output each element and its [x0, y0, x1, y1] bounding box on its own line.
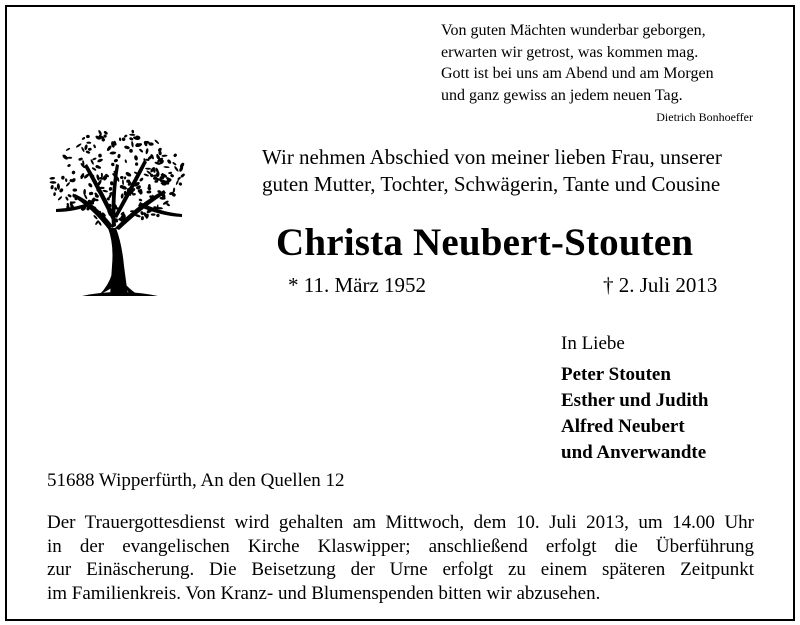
tree-leaf — [50, 185, 54, 190]
tree-leaf — [71, 170, 76, 175]
tree-leaf — [57, 196, 62, 201]
tree-leaf — [109, 187, 113, 191]
tree-leaf — [124, 145, 130, 150]
notice-line: im Familienkreis. Von Kranz- und Blumenspenden bitten wir abzusehen. — [47, 582, 601, 604]
tree-leaf — [103, 217, 105, 223]
tree-leaf — [167, 159, 172, 165]
tree-leaf — [109, 151, 116, 155]
tree-leaf — [65, 182, 70, 187]
tree-leaf — [141, 216, 144, 221]
tree-leaf — [174, 166, 180, 173]
tree-leaf — [67, 194, 72, 198]
tree-leaf — [65, 147, 70, 151]
tree-leaf — [173, 187, 176, 192]
mourner-name: Esther und Judith — [561, 390, 709, 411]
tree-leaf — [151, 213, 156, 215]
tree-leaf — [126, 180, 130, 183]
tree-leaf — [111, 163, 115, 167]
tree-leaf — [84, 144, 88, 150]
tree-leaf — [78, 157, 83, 161]
tree-leaf — [119, 137, 122, 141]
tree-leaf — [135, 162, 138, 165]
tree-leaf — [67, 163, 71, 167]
birth-date: * 11. März 1952 — [288, 273, 427, 297]
tree-leaf — [154, 139, 160, 145]
tree-leaf — [86, 135, 90, 138]
mourner-name: Alfred Neubert — [561, 416, 685, 437]
intro-text — [262, 144, 762, 197]
tree-leaf — [81, 146, 85, 152]
mourner-name: und Anverwandte — [561, 442, 707, 463]
tree-leaf — [177, 176, 181, 180]
tree-leaf — [163, 166, 169, 168]
funeral-notice — [47, 511, 754, 605]
tree-leaf — [97, 220, 102, 226]
tree-leaf — [83, 189, 86, 195]
tree-leaf — [138, 198, 142, 201]
tree-leaf — [178, 182, 183, 186]
tree-leaf — [53, 192, 56, 196]
tree-leaf — [124, 159, 127, 163]
tree-leaf — [67, 157, 72, 159]
tree-leaf — [84, 194, 88, 200]
tree-leaf — [156, 214, 160, 218]
tree-leaf — [88, 147, 92, 151]
intro-line: Wir nehmen Abschied von meiner lieben Frau, unserer — [262, 145, 722, 169]
tree-leaf — [131, 141, 134, 148]
tree-leaf — [101, 173, 103, 178]
tree-leaf — [145, 168, 151, 170]
tree-icon — [42, 116, 192, 296]
tree-leaf — [131, 129, 134, 133]
tree-leaf — [86, 141, 91, 143]
quote-line: erwarten wir getrost, was kommen mag. — [441, 43, 699, 61]
quote-line: und ganz gewiss an jedem neuen Tag. — [441, 86, 683, 104]
tree-leaf — [98, 153, 102, 157]
tree-leaf — [74, 196, 77, 201]
tree-leaf — [81, 137, 85, 141]
intro-line: guten Mutter, Tochter, Schwägerin, Tante und Cousine — [262, 171, 721, 196]
tree-leaf — [139, 148, 144, 153]
tree-leaf — [139, 177, 144, 182]
tree-leaf — [62, 154, 69, 161]
tree-leaf — [57, 183, 60, 190]
tree-leaf — [50, 181, 57, 184]
tree-leaf — [172, 161, 177, 165]
tree-leaf — [120, 176, 124, 179]
deceased-name: Christa Neubert-Stouten — [276, 221, 694, 264]
family-address: 51688 Wipperfürth, An den Quellen 12 — [47, 470, 345, 491]
quote-line: Von guten Mächten wunderbar geborgen, — [441, 22, 706, 39]
mourners-intro: In Liebe — [561, 333, 625, 354]
tree-leaf — [89, 191, 94, 195]
tree-leaf — [113, 158, 118, 163]
bonhoeffer-quote — [441, 20, 753, 106]
notice-line: zur Einäscherung. Die Beisetzung der Urne erfolgt zu einem späteren Zeitpunkt — [47, 559, 754, 580]
tree-leaf — [180, 173, 186, 178]
tree-leaf — [103, 130, 108, 135]
tree-leaf — [61, 176, 65, 180]
tree-leaf — [102, 189, 108, 192]
tree-leaf — [143, 173, 149, 177]
tree-leaf — [125, 171, 132, 177]
tree-leaf — [145, 148, 149, 154]
tree-leaf — [49, 177, 55, 180]
quote-line: Gott ist bei uns am Abend und am Morgen — [441, 65, 714, 82]
tree-leaf — [147, 186, 152, 191]
tree-leaf — [175, 179, 179, 185]
mourners-list — [561, 362, 709, 466]
tree-leaf — [65, 196, 69, 201]
tree-leaf — [65, 178, 68, 182]
tree-leaf — [97, 158, 104, 163]
mourner-name: Peter Stouten — [561, 364, 671, 385]
tree-leaf — [134, 155, 139, 161]
notice-line: in der evangelischen Kirche Klaswipper; anschließend erfolgt die Überführung — [47, 535, 754, 557]
tree-leaf — [129, 134, 135, 136]
notice-line: Der Trauergottesdienst wird gehalten am Mittwoch, dem 10. Juli 2013, um 14.00 Uhr — [47, 512, 754, 533]
tree-leaf — [72, 188, 77, 191]
tree-leaf — [106, 145, 112, 152]
tree-leaf — [168, 172, 172, 175]
tree-leaf — [129, 149, 133, 153]
tree-leaf — [75, 143, 82, 148]
tree-leaf — [96, 174, 100, 181]
tree-leaf — [124, 176, 127, 180]
quote-author: Dietrich Bonhoeffer — [656, 110, 753, 124]
tree-leaf — [54, 187, 57, 191]
tree-leaf — [93, 144, 97, 149]
tree-leaf — [173, 153, 178, 158]
tree-leaf — [170, 173, 175, 177]
tree-leaf — [120, 193, 124, 199]
tree-leaf — [92, 157, 97, 160]
tree-leaf — [146, 190, 151, 194]
tree-leaf — [117, 154, 121, 159]
tree-leaf — [135, 142, 142, 147]
tree-leaf — [87, 182, 93, 188]
tree-leaf — [122, 179, 124, 185]
death-date: † 2. Juli 2013 — [603, 273, 718, 297]
tree-leaf — [161, 154, 167, 157]
